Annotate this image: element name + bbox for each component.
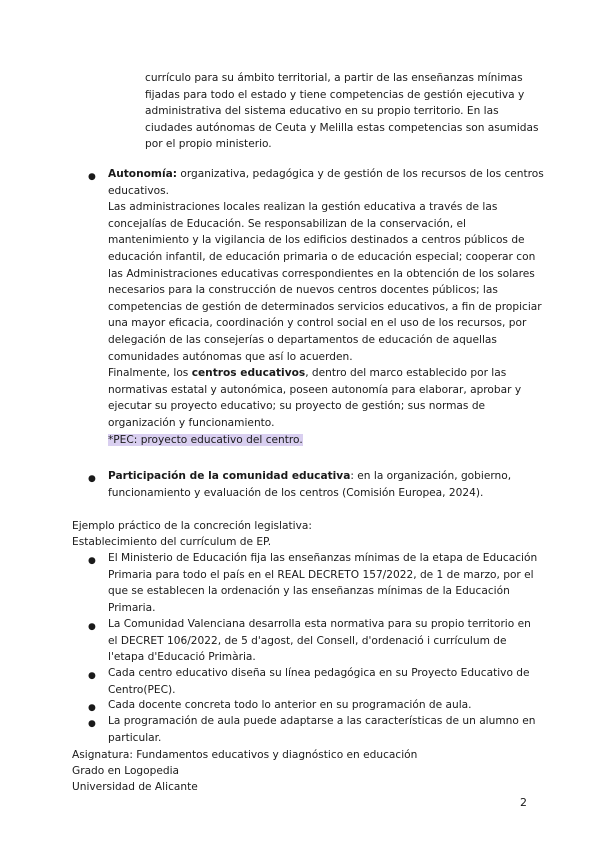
autonomia-title: Autonomía:	[108, 168, 177, 180]
autonomia-item	[108, 166, 548, 448]
example-subtitle: Establecimiento del currículum de EP.	[72, 536, 272, 548]
autonomia-title-rest: organizativa, pedagógica y de gestión de los recursos de los centros educativos.	[108, 168, 544, 197]
pec-highlight-line	[108, 432, 548, 449]
example-title: Ejemplo práctico de la concreción legislativa:	[72, 520, 312, 532]
page-number: 2	[520, 796, 527, 809]
participacion-title: Participación de la comunidad educativa	[108, 470, 351, 482]
example-item-1: El Ministerio de Educación fija las enseñanzas mínimas de la etapa de Educación Primaria para todo el país en el REAL DECRETO 157/2022, de 1 de marzo, por el que se establecen la ordenación y las enseñanzas mínimas de la Educación Primaria.	[108, 552, 538, 614]
footer-subject: Asignatura: Fundamentos educativos y diagnóstico en educación	[72, 749, 418, 761]
participacion-rest: : en la organización, gobierno, funcionamiento y evaluación de los centros (Comisión Europea, 2024).	[108, 470, 512, 499]
footer-degree: Grado en Logopedia	[72, 765, 180, 777]
continuation-paragraph: currículo para su ámbito territorial, a partir de las enseñanzas mínimas fijadas para todo el estado y tiene competencias de gestión ejecutiva y administrativa del sistema educativo en su propio territorio. En las ciudades autónomas de Ceuta y Melilla estas competencias son asumidas por el propio ministerio.	[145, 72, 539, 151]
autonomia-body: Las administraciones locales realizan la gestión educativa a través de las concejalías de Educación. Se responsabilizan de la conservación, el mantenimiento y la vigilancia de los edificios destinados a centros públicos de educación infantil, de educación primaria o de educación especial; cooperar con las Administraciones educativas correspondientes en la obtención de los solares necesarios para la construcción de nuevos centros docentes públicos; las competencias de gestión de determinados servicios educativos, a fin de propiciar una mayor eficacia, coordinación y control social en el uso de los recursos, por delegación de las consejerías o departamentos de educación de aquellas comunidades autónomas que así lo acuerden.	[108, 201, 542, 363]
bullet-participacion: ●	[88, 474, 96, 484]
bullet-example-5: ●	[88, 719, 96, 729]
participacion-item	[108, 468, 548, 501]
bullet-example-1: ●	[88, 556, 96, 566]
bullet-autonomia: ●	[88, 172, 96, 182]
autonomia-final: Finalmente, los centros educativos, dentro del marco establecido por las normativas estatal y autonómica, poseen autonomía para elaborar, aprobar y ejecutar su proyecto educativo; su proyecto de gestión; sus normas de organización y funcionamiento.	[108, 367, 522, 429]
bullet-example-3: ●	[88, 671, 96, 681]
bullet-example-4: ●	[88, 703, 96, 713]
centros-educativos-bold: centros educativos	[191, 367, 306, 380]
pec-highlight: *PEC: proyecto educativo del centro.	[108, 433, 303, 446]
bullet-example-2: ●	[88, 622, 96, 632]
example-item-5: La programación de aula puede adaptarse a las características de un alumno en particular.	[108, 715, 536, 744]
example-item-2: La Comunidad Valenciana desarrolla esta normativa para su propio territorio en el DECRET 106/2022, de 5 d'agost, del Consell, d'ordenació i currículum de l'etapa d'Educació Primària.	[108, 618, 531, 664]
footer-university: Universidad de Alicante	[72, 781, 198, 793]
autonomia-heading	[108, 166, 548, 199]
example-item-4: Cada docente concreta todo lo anterior en su programación de aula.	[108, 699, 472, 711]
example-item-3: Cada centro educativo diseña su línea pedagógica en su Proyecto Educativo de Centro(PEC).	[108, 667, 530, 696]
